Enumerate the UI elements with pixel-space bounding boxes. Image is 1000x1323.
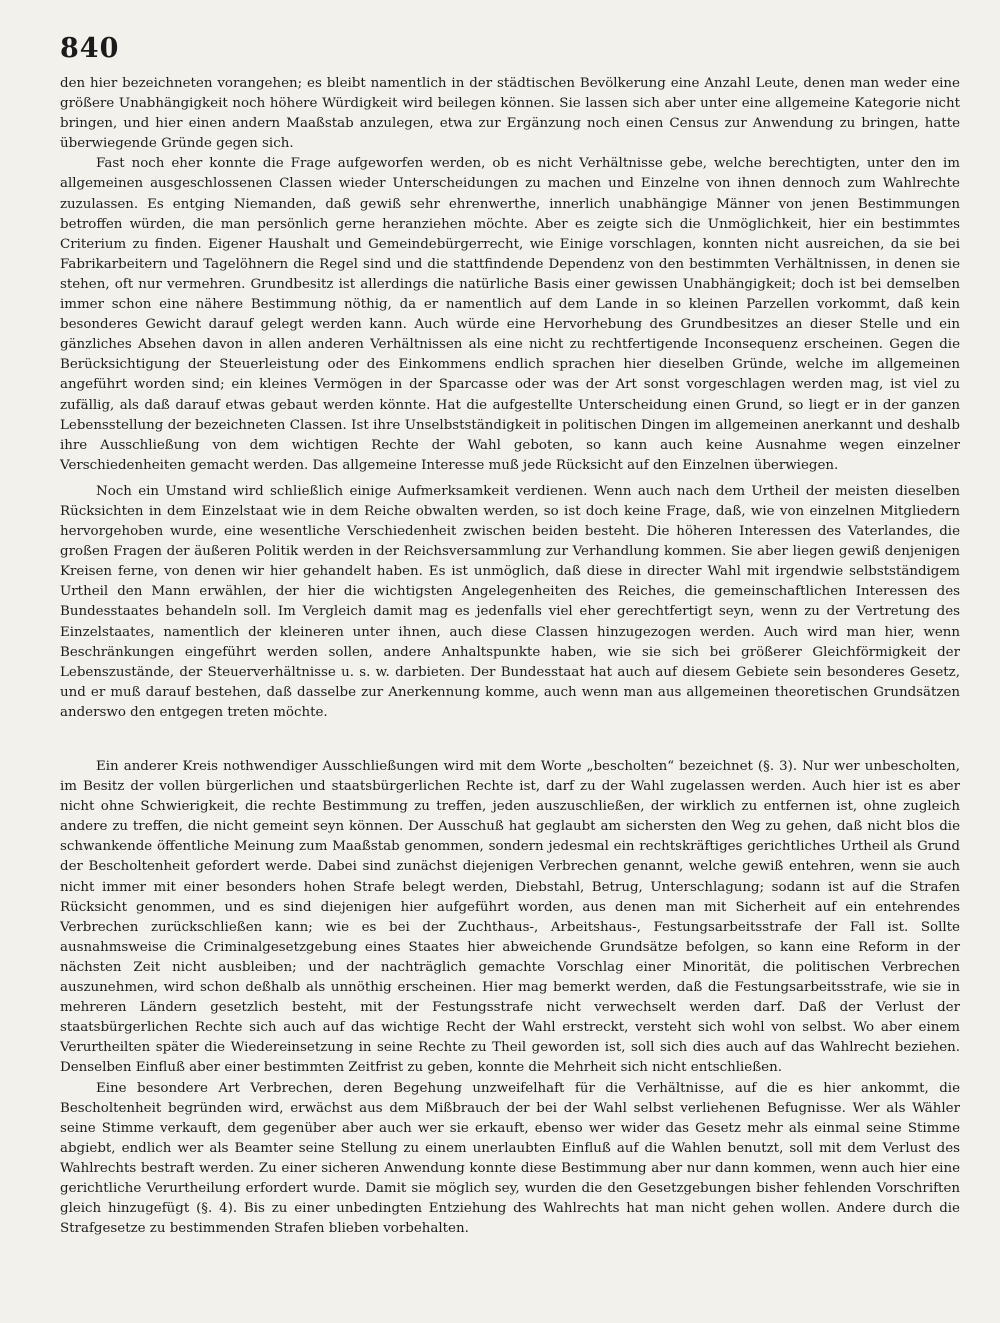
paragraph: Ein anderer Kreis nothwendiger Ausschließungen wird mit dem Worte „bescholten“ bezeichnet (§. 3). Nur wer unbescholten, im Besitz der vollen bürgerlichen und staatsbürgerlichen Rechte ist, darf zu der Wahl zugelassen werden. Auch hier ist es aber nicht ohne Schwierigkeit, die rechte Bestimmung zu treffen, jeden auszuschließen, der wirklich zu entfernen ist, ohne zugleich andere zu treffen, die nicht gemeint seyn können. Der Ausschuß hat geglaubt am sichersten den Weg zu gehen, daß nicht blos die schwankende öffentliche Meinung zum Maaßstab genommen, sondern jedesmal ein rechtskräftiges gerichtliches Urtheil als Grund der Bescholtenheit gefordert werde. Dabei sind zunächst diejenigen Verbrechen genannt, welche gewiß entehren, wenn sie auch nicht immer mit einer besonders hohen Strafe belegt werden, Diebstahl, Betrug, Unterschlagung; sodann ist auf die Strafen Rücksicht genommen, und es sind diejenigen hier aufgeführt worden, aus denen man mit Sicherheit auf ein entehrendes Verbrechen zurückschließen kann; wie es bei der Zuchthaus-, Arbeitshaus-, Festungsarbeitsstrafe der Fall ist. Sollte ausnahmsweise die Criminalgesetzgebung eines Staates hier abweichende Grundsätze befolgen, so kann eine Reform in der nächsten Zeit nicht ausbleiben; und der nachträglich gemachte Vorschlag einer Minorität, die politischen Verbrechen auszunehmen, wird schon deßhalb als unnöthig erscheinen. Hier mag bemerkt werden, daß die Festungsarbeitsstrafe, wie sie in mehreren Ländern gesetzlich besteht, mit der Festungsstrafe nicht verwechselt werden darf. Daß der Verlust der staatsbürgerlichen Rechte sich auch auf das wichtige Recht der Wahl erstreckt, versteht sich wohl von selbst. Wo aber einem Verurtheilten später die Wiedereinsetzung in seine Rechte zu Theil geworden ist, soll sich dies auch auf das Wahlrecht beziehen. Denselben Einfluß aber einer bestimmten Zeitfrist zu geben, konnte die Mehrheit sich nicht entschließen. [60,759,960,1076]
paragraph: Noch ein Umstand wird schließlich einige Aufmerksamkeit verdienen. Wenn auch nach dem Urtheil der meisten dieselben Rücksichten in dem Einzelstaat wie in dem Reiche obwalten werden, so ist doch keine Frage, daß, wie von einzelnen Mitgliedern hervorgehoben wurde, eine wesentliche Verschiedenheit zwischen beiden besteht. Die höheren Interessen des Vaterlandes, die großen Fragen der äußeren Politik werden in der Reichsversammlung zur Verhandlung kommen. Sie aber liegen gewiß denjenigen Kreisen ferne, von denen wir hier gehandelt haben. Es ist unmöglich, daß diese in directer Wahl mit irgendwie selbstständigem Urtheil den Mann erwählen, der hier die wichtigsten Angelegenheiten des Reiches, die gemeinschaftlichen Interessen des Bundesstaates behandeln soll. Im Vergleich damit mag es jedenfalls viel eher gerechtfertigt seyn, wenn zu der Vertretung des Einzelstaates, namentlich der kleineren unter ihnen, auch diese Classen hinzugezogen werden. Auch wird man hier, wenn Beschränkungen eingeführt werden sollen, andere Anhaltspunkte haben, wie sie sich bei größerer Gleichförmigkeit der Lebenszustände, der Steuerverhältnisse u. s. w. darbieten. Der Bundesstaat hat auch auf diesem Gebiete sein besonderes Gesetz, und er muß darauf bestehen, daß dasselbe zur Anerkennung komme, auch wenn man aus allgemeinen theoretischen Grundsätzen anderswo den entgegen treten möchte. [60,483,960,720]
section-break [60,723,960,757]
paragraph: Eine besondere Art Verbrechen, deren Begehung unzweifelhaft für die Verhältnisse, auf die es hier ankommt, die Bescholtenheit begründen wird, erwächst aus dem Mißbrauch der bei der Wahl selbst verliehenen Befugnisse. Wer als Wähler seine Stimme verkauft, dem gegenüber aber auch wer sie erkauft, ebenso wer wider das Gesetz mehr als einmal seine Stimme abgiebt, endlich wer als Beamter seine Stellung zu einem unerlaubten Einfluß auf die Wahlen benutzt, soll mit dem Verlust des Wahlrechts bestraft werden. Zu einer sicheren Anwendung konnte diese Bestimmung aber nur dann kommen, wenn auch hier eine gerichtliche Verurtheilung erfordert wurde. Damit sie möglich sey, wurden die den Gesetzgebungen bisher fehlenden Vorschriften gleich hinzugefügt (§. 4). Bis zu einer unbedingten Entziehung des Wahlrechts hat man nicht gehen wollen. Andere durch die Strafgesetze zu bestimmenden Strafen blieben vorbehalten. [60,1080,960,1237]
paragraph: den hier bezeichneten vorangehen; es bleibt namentlich in der städtischen Bevölkerung eine Anzahl Leute, denen man weder eine größere Unabhängigkeit noch höhere Würdigkeit wird beilegen können. Sie lassen sich aber unter eine allgemeine Kategorie nicht bringen, und hier einen andern Maaßstab anzulegen, etwa zur Ergänzung noch einen Census zur Anwendung zu bringen, hatte überwiegende Gründe gegen sich. [60,76,960,152]
page-number: 840 [60,33,120,64]
paragraph: Fast noch eher konnte die Frage aufgeworfen werden, ob es nicht Verhältnisse gebe, welche berechtigten, unter den im allgemeinen ausgeschlossenen Classen wieder Unterscheidungen zu machen und Einzelne von ihnen dennoch zum Wahlrechte zuzulassen. Es entging Niemanden, daß gewiß sehr ehrenwerthe, innerlich unabhängige Männer von jenen Bestimmungen betroffen würden, die man persönlich gerne heranziehen möchte. Aber es zeigte sich die Unmöglichkeit, hier ein bestimmtes Criterium zu finden. Eigener Haushalt und Gemeindebürgerrecht, wie Einige vorschlagen, konnten nicht ausreichen, da sie bei Fabrikarbeitern und Tagelöhnern die Regel sind und die stattfindende Dependenz von den bestimmten Verhältnissen, in denen sie stehen, oft nur vermehren. Grundbesitz ist allerdings die natürliche Basis einer gewissen Unabhängigkeit; doch ist bei demselben immer schon eine nähere Bestimmung nöthig, da er namentlich auf dem Lande in so kleinen Parzellen vorkommt, daß kein besonderes Gewicht darauf gelegt werden kann. Auch würde eine Hervorhebung des Grundbesitzes an dieser Stelle und ein gänzliches Absehen davon in allen anderen Verhältnissen als eine nicht zu rechtfertigende Inconsequenz erscheinen. Gegen die Berücksichtigung der Steuerleistung oder des Einkommens endlich sprachen hier dieselben Gründe, welche im allgemeinen angeführt worden sind; ein kleines Vermögen in der Sparcasse oder was der Art sonst vorgeschlagen werden mag, ist viel zu zufällig, als daß darauf etwas gebaut werden könnte. Hat die aufgestellte Unterscheidung einen Grund, so liegt er in der ganzen Lebensstellung der bezeichneten Classen. Ist ihre Unselbstständigkeit in politischen Dingen im allgemeinen anerkannt und deshalb ihre Ausschließung von dem wichtigen Rechte der Wahl geboten, so kann auch keine Ausnahme wegen einzelner Verschiedenheiten gemacht werden. Das allgemeine Interesse muß jede Rücksicht auf den Einzelnen überwiegen. [60,156,960,473]
